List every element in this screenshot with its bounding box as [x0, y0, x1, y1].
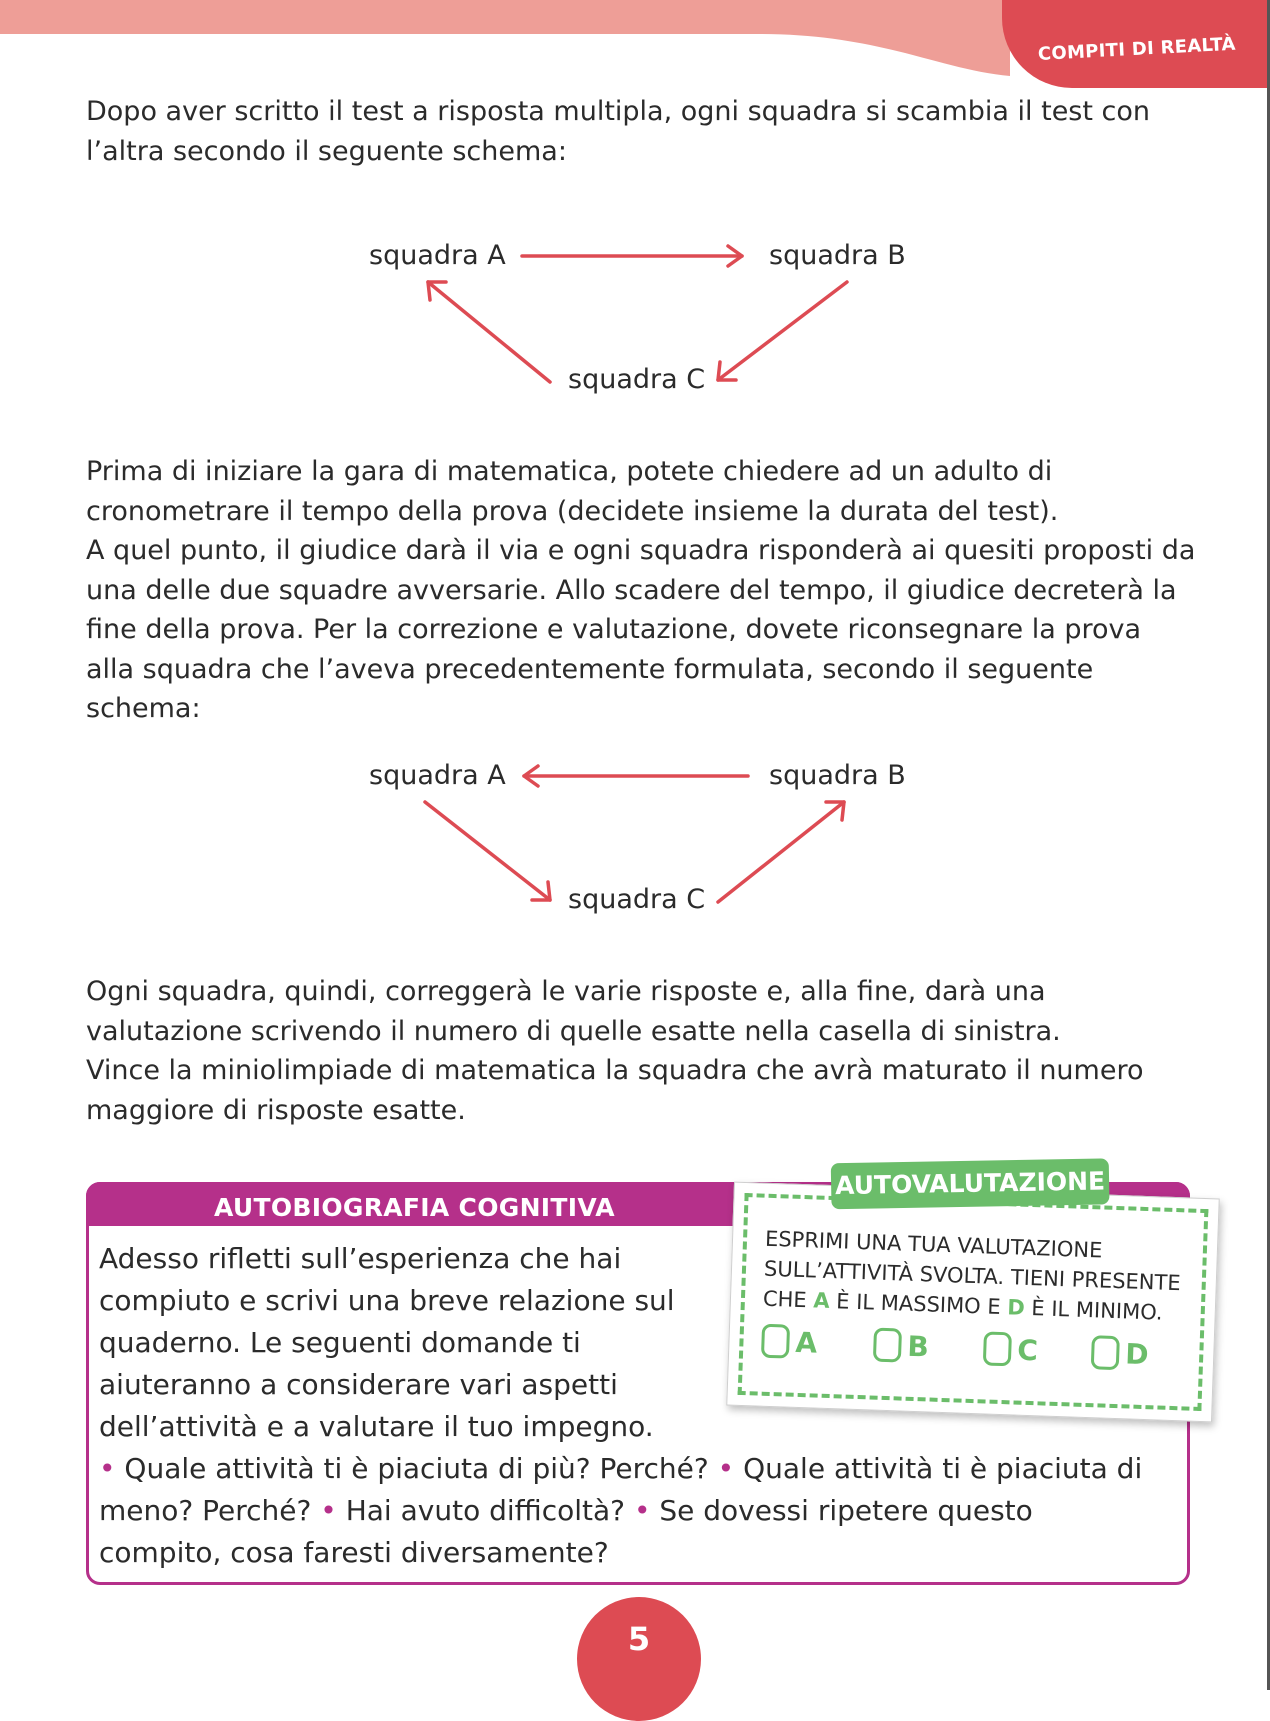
- team-a-label: squadra A: [369, 760, 506, 791]
- rules-paragraph: [86, 452, 1196, 729]
- question-4: Se dovessi ripetere questo compito, cosa faresti diversamente?: [99, 1494, 1033, 1569]
- min-letter: D: [1006, 1295, 1026, 1320]
- closing-line-2: Vince la miniolimpiade di matematica la squadra che avrà maturato il numero maggiore di risposte esatte.: [86, 1055, 1144, 1126]
- autobiografia-questions: [99, 1448, 1159, 1574]
- bullet-icon: •: [99, 1452, 116, 1485]
- checkbox-icon[interactable]: [1091, 1335, 1120, 1370]
- page-number-badge: [577, 1597, 701, 1721]
- arrow-c-to-b: [718, 802, 844, 902]
- exchange-diagram: [350, 232, 930, 412]
- intro-paragraph: Dopo aver scritto il test a risposta multipla, ogni squadra si scambia il test con l’altra secondo il seguente schema:: [86, 96, 1151, 167]
- rating-option-d[interactable]: D: [1091, 1335, 1149, 1371]
- autovalutazione-card: [726, 1166, 1220, 1423]
- arrow-a-to-c: [425, 802, 550, 900]
- checkbox-icon[interactable]: [761, 1324, 790, 1359]
- return-diagram: [350, 752, 930, 932]
- rules-line-1: Prima di iniziare la gara di matematica, potete chiedere ad un adulto di cronometrare il tempo della prova (decidete insieme la durata del test).: [86, 456, 1059, 527]
- autobiografia-text: Adesso rifletti sull’esperienza che hai compiuto e scrivi una breve relazione sul quaderno. Le seguenti domande ti aiuteranno a considerare vari aspetti dell’attività e a valutare il tuo impegno.: [99, 1242, 675, 1443]
- rules-line-2: A quel punto, il giudice darà il via e ogni squadra risponderà ai quesiti proposti da una delle due squadre avversarie. Allo scadere del tempo, il giudice decreterà la fine della prova. Per la correzione e valutazione, dovete riconsegnare la prova alla squadra che l’aveva precedentemente formulata, secondo il seguente schema:: [86, 535, 1196, 724]
- rating-option-c[interactable]: C: [983, 1331, 1039, 1367]
- checkbox-icon[interactable]: [873, 1328, 902, 1363]
- rating-option-a[interactable]: A: [761, 1324, 818, 1360]
- team-c-label: squadra C: [568, 884, 706, 915]
- autovalutazione-title: AUTOVALUTAZIONE: [831, 1158, 1110, 1209]
- team-a-label: squadra A: [369, 240, 506, 271]
- team-b-label: squadra B: [769, 760, 906, 791]
- checkbox-icon[interactable]: [983, 1331, 1012, 1366]
- bullet-icon: •: [320, 1494, 337, 1527]
- autobiografia-title: AUTOBIOGRAFIA COGNITIVA: [214, 1193, 615, 1222]
- question-2: Quale attività ti è piaciuta di meno? Perché?: [99, 1452, 1143, 1527]
- team-b-label: squadra B: [769, 240, 906, 271]
- max-letter: A: [812, 1288, 831, 1313]
- team-c-label: squadra C: [568, 364, 706, 395]
- page-number: 5: [627, 1620, 651, 1658]
- closing-line-1: Ogni squadra, quindi, correggerà le varie risposte e, alla fine, darà una valutazione scrivendo il numero di quelle esatte nella casella di sinistra.: [86, 976, 1061, 1047]
- bullet-icon: •: [633, 1494, 651, 1527]
- section-label: COMPITI DI REALTÀ: [1037, 33, 1237, 65]
- bullet-icon: •: [717, 1452, 735, 1485]
- arrow-b-to-c: [718, 282, 847, 380]
- rating-option-b[interactable]: B: [873, 1328, 929, 1364]
- closing-paragraph: [86, 972, 1196, 1130]
- autovalutazione-instructions: ESPRIMI UNA TUA VALUTAZIONE SULL’ATTIVITÀ SVOLTA. TIENI PRESENTE CHE A È IL MASSIMO E D È IL MINIMO.: [762, 1226, 1181, 1325]
- arrow-c-to-a: [428, 282, 550, 382]
- question-1: Quale attività ti è piaciuta di più? Perché?: [124, 1452, 709, 1485]
- question-3: Hai avuto difficoltà?: [345, 1494, 626, 1527]
